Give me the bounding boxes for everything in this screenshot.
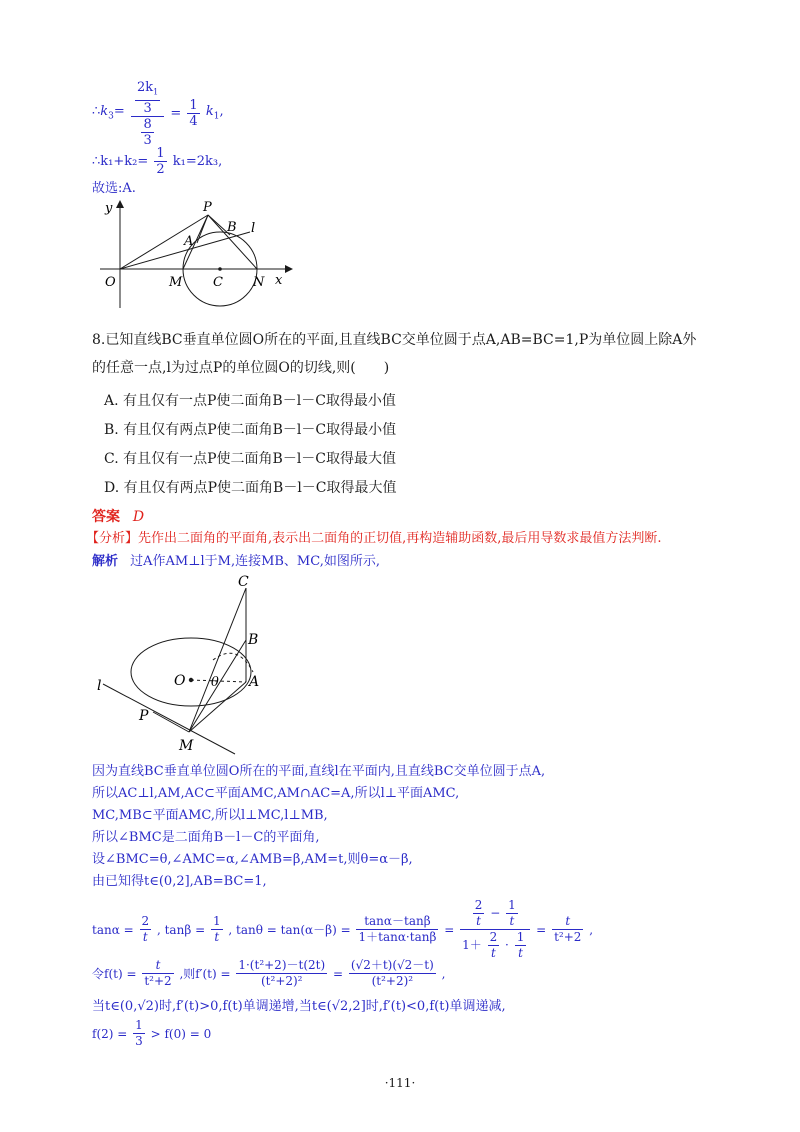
eq-sign-1: =	[444, 922, 455, 937]
tan-beta-frac	[211, 914, 223, 945]
big-num-c: 1	[508, 898, 516, 912]
k3-formula: $\therefore k_3=$ $\frac{\frac{2k_1}{3}}{\frac{8}{3}}$ = $\frac{1}{4}$ $k_1$,	[92, 80, 224, 148]
dashed-arc	[213, 653, 253, 672]
answer-value: D	[132, 509, 145, 525]
fig1-label-p: P	[203, 200, 212, 215]
fig1-label-o: O	[105, 275, 116, 290]
fig2-label-p: P	[139, 708, 149, 724]
k3-sub: 3	[108, 111, 114, 122]
fig2-label-a: A	[249, 674, 260, 690]
solution-line	[92, 553, 380, 571]
comma-2: ,	[441, 966, 446, 981]
sum-fraction	[154, 146, 166, 177]
big-den-frac-2: $\frac{1}{t}$	[516, 930, 525, 960]
question-line-1	[92, 330, 696, 350]
fd-den: (t²+2)²	[261, 974, 303, 988]
choose-line: 故选:A.	[92, 181, 136, 196]
result-frac	[552, 914, 583, 945]
fd-frac	[236, 958, 327, 989]
sum-rhs: k₁=2k₃,	[172, 153, 223, 169]
k3-rhs-tail-sub: 1	[213, 111, 220, 122]
monotonic-line: 当t∈(0,√2)时,f′(t)>0,f(t)单调递增,当t∈(√2,2]时,f′(t)<0,f(t)单调递减,	[92, 999, 506, 1014]
tt-num: tanα－tanβ	[356, 914, 438, 930]
step-4: 所以∠BMC是二面角B－l－C的平面角,	[92, 830, 320, 845]
f-deriv: ,则f′(t) =	[179, 966, 231, 981]
tangent-l	[103, 684, 235, 754]
step-3: MC,MB⊂平面AMC,所以l⊥MC,l⊥MB,	[92, 808, 328, 823]
answer-line	[92, 508, 144, 526]
question-text-1: 已知直线BC垂直单位圆O所在的平面,且直线BC交单位圆于点A,AB=BC=1,P为单位圆上除A外	[105, 332, 697, 348]
f2-num: 1	[135, 1018, 143, 1032]
tan-alpha-den: t	[142, 930, 148, 944]
tan-alpha-num: 2	[141, 914, 150, 928]
tan-alpha: tanα =	[92, 922, 134, 937]
f2-den: 3	[135, 1034, 143, 1048]
fd2-den: (t²+2)²	[371, 974, 414, 988]
fig2-label-m: M	[179, 738, 194, 754]
k3-complex-fraction	[131, 80, 164, 148]
line-pa	[197, 215, 208, 243]
fig1-label-n: N	[253, 275, 265, 290]
page-number: ·111·	[384, 1076, 416, 1090]
big-den-frac-1: $\frac{2}{t}$	[489, 930, 498, 960]
tan-beta-num: 1	[212, 914, 221, 928]
fig1-label-l: l	[251, 221, 256, 236]
line-mc	[189, 588, 246, 732]
answer-label: 答案	[92, 509, 120, 525]
k3-den-fraction	[141, 117, 153, 148]
big-num-b: t	[476, 914, 481, 928]
fd-num: 1·(t²+2)－t(2t)	[238, 958, 326, 972]
option-b: B. 有且仅有两点P使二面角B－l－C取得最小值	[104, 422, 397, 438]
sum-frac-num: 1	[156, 146, 165, 161]
k3-num-top: 2k	[136, 80, 154, 95]
fig1-label-b: B	[227, 220, 237, 235]
eq-sign-2: =	[536, 922, 547, 937]
f2-frac	[133, 1018, 145, 1049]
k3-num-fraction	[135, 80, 160, 116]
sum-lhs: ∴k₁+k₂=	[92, 153, 149, 169]
eq-sign-3: =	[332, 966, 344, 981]
f2-formula	[92, 1018, 211, 1052]
circle-back	[131, 672, 251, 706]
question-line-2: 的任意一点,l为过点P的单位圆O的切线,则( )	[92, 360, 390, 376]
analysis-line	[86, 530, 662, 548]
circle-front	[131, 638, 251, 672]
f-frac	[142, 958, 173, 989]
tan-theta: , tanθ = tan(α－β) =	[228, 922, 351, 937]
step-5: 设∠BMC=θ,∠AMC=α,∠AMB=β,AM=t,则θ=α－β,	[92, 852, 413, 867]
tan-beta-den: t	[214, 930, 220, 944]
fig1-label-m: M	[169, 275, 183, 290]
option-d: D. 有且仅有两点P使二面角B－l－C取得最大值	[104, 480, 397, 496]
tan-formula	[92, 898, 593, 958]
k3-den-bottom: 3	[143, 132, 152, 148]
k3-rhs-den: 4	[189, 114, 198, 130]
k3-den-top: 8	[143, 116, 152, 132]
fig1-label-x: x	[275, 273, 283, 288]
f-den: t²+2	[144, 974, 172, 988]
tt-den: 1＋tanα·tanβ	[358, 930, 437, 944]
f2-lhs: f(2) =	[92, 1026, 128, 1041]
big-num-a: 2	[474, 898, 483, 912]
fig1-label-a: A	[184, 234, 194, 249]
figure-coordinate-circle	[95, 198, 295, 313]
f2-rhs: > f(0) = 0	[150, 1026, 212, 1041]
f-def: 令f(t) =	[92, 966, 137, 981]
option-c: C. 有且仅有一点P使二面角B－l－C取得最大值	[104, 451, 397, 467]
question-number: 8.	[92, 332, 106, 348]
y-axis-arrow	[116, 200, 124, 208]
res-den: t²+2	[554, 930, 582, 944]
tan-alpha-frac	[140, 914, 152, 945]
fig1-label-c: C	[213, 275, 223, 290]
big-num-frac-2: $\frac{1}{t}$	[508, 898, 516, 928]
sum-frac-den: 2	[156, 162, 165, 177]
fd2-frac	[349, 958, 436, 989]
option-a: A. 有且仅有一点P使二面角B－l－C取得最小值	[104, 393, 396, 409]
step-1: 因为直线BC垂直单位圆O所在的平面,直线l在平面内,且直线BC交单位圆于点A,	[92, 764, 546, 779]
k3-num-bottom: 3	[143, 100, 152, 116]
f-formula	[92, 958, 445, 994]
step-2: 所以AC⊥l,AM,AC⊂平面AMC,AM∩AC=A,所以l⊥平面AMC,	[92, 786, 460, 801]
big-fraction: $\frac{2}{t}$ − $\frac{1}{t}$ 1＋ $\frac{2}{t}$ · $\frac{1}{t}$	[460, 898, 530, 961]
tan-theta-frac	[356, 914, 438, 945]
comma-1: ,	[589, 922, 594, 937]
fig2-label-b: B	[248, 632, 259, 648]
k3-num-top-sub: 1	[153, 87, 159, 97]
big-den-prefix: 1＋	[462, 938, 482, 952]
big-num-frac-1	[473, 898, 485, 929]
fig2-label-theta: θ	[211, 675, 219, 690]
x-axis-arrow	[285, 265, 293, 273]
fig2-label-o: O	[174, 673, 186, 689]
fig2-label-c: C	[238, 574, 249, 590]
fig2-label-l: l	[97, 678, 102, 694]
sum-formula	[92, 146, 222, 180]
tan-beta: , tanβ =	[156, 922, 206, 937]
fd2-num: (√2＋t)(√2－t)	[350, 958, 434, 972]
center-dot	[218, 267, 222, 271]
line-pm	[153, 712, 189, 732]
k3-rhs-num: 1	[189, 98, 198, 114]
solution-intro: 过A作AM⊥l于M,连接MB、MC,如图所示,	[130, 554, 380, 569]
analysis-label: 【分析】	[86, 531, 139, 546]
analysis-text: 先作出二面角的平面角,表示出二面角的正切值,再构造辅助函数,最后用导数求最值方法判断.	[138, 531, 662, 546]
k3-rhs-fraction	[187, 98, 199, 129]
res-num: t	[552, 914, 583, 930]
f-num: t	[142, 958, 173, 974]
center-o-dot	[189, 678, 193, 682]
step-6: 由已知得t∈(0,2],AB=BC=1,	[92, 874, 267, 889]
k3-rhs-tail: k	[205, 103, 214, 119]
figure-dihedral-angle	[95, 572, 275, 757]
fig1-label-y: y	[105, 201, 113, 216]
solution-label: 解析	[92, 554, 119, 569]
